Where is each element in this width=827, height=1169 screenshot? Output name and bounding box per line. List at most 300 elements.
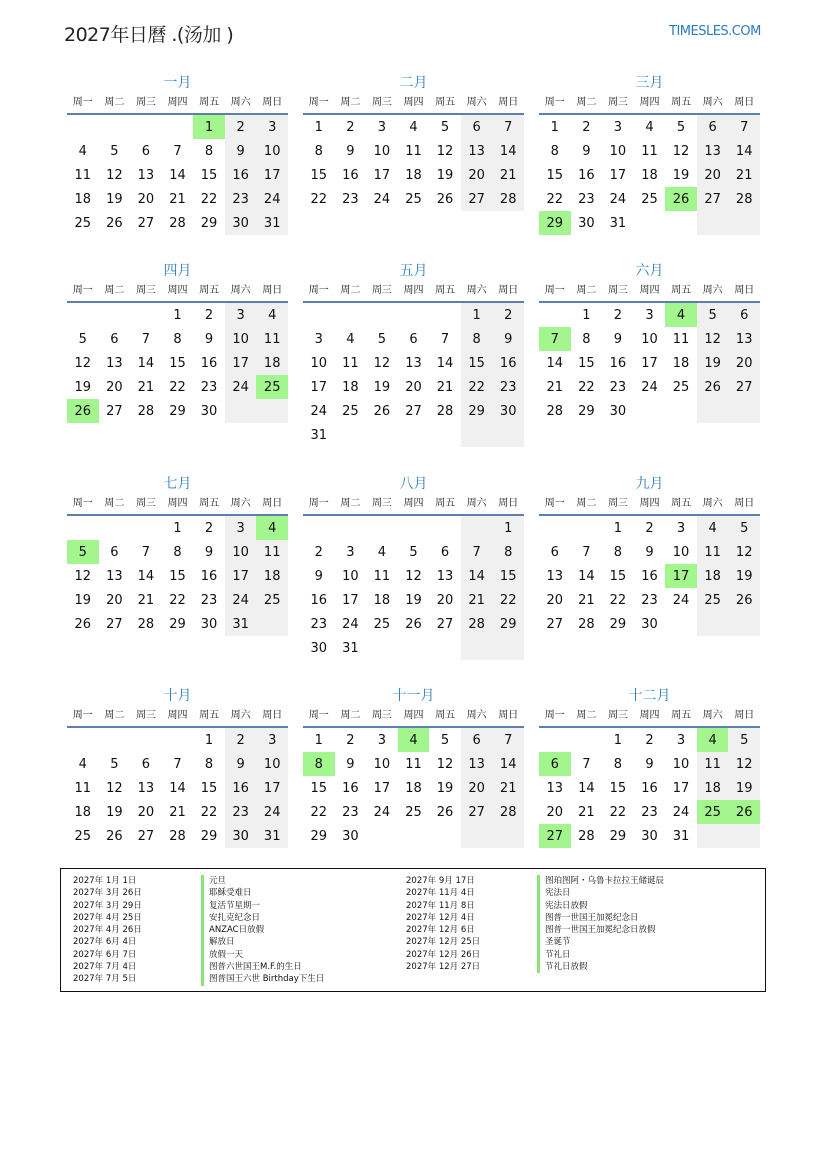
day-cell: 6 — [550, 544, 559, 560]
day-cell: 6 — [110, 544, 119, 560]
day-cell: 18 — [405, 780, 422, 796]
holiday-day-cell: 26 — [728, 800, 760, 824]
day-cell: 14 — [578, 780, 595, 796]
day-cell: 20 — [461, 776, 493, 800]
day-cell: 9 — [645, 756, 654, 772]
holiday-name: 复活节星期一 — [201, 900, 324, 912]
day-cell: 22 — [609, 592, 627, 608]
day-cell: 20 — [728, 351, 760, 375]
day-cell: 2 — [346, 732, 355, 748]
day-cell: 6 — [141, 143, 151, 159]
day-grid — [303, 516, 524, 660]
day-cell: 1 — [613, 732, 623, 748]
day-cell: 7 — [582, 756, 591, 772]
day-cell: 30 — [609, 403, 627, 419]
day-cell: 14 — [169, 167, 186, 183]
day-cell: 10 — [225, 540, 257, 564]
day-cell: 21 — [137, 592, 155, 608]
day-cell: 30 — [342, 828, 359, 844]
day-cell: 31 — [256, 211, 288, 235]
weekday-label: 周日 — [734, 498, 755, 509]
day-cell: 19 — [728, 776, 760, 800]
day-grid — [539, 516, 760, 636]
weekday-label: 周二 — [104, 710, 125, 721]
day-cell: 7 — [173, 143, 182, 159]
day-cell: 2 — [492, 303, 524, 327]
weekday-label: 周一 — [544, 97, 565, 108]
weekday-label: 周四 — [403, 710, 424, 721]
day-cell: 12 — [697, 327, 729, 351]
day-cell: 1 — [550, 119, 559, 135]
day-cell: 2 — [645, 732, 654, 748]
empty-cell — [366, 824, 398, 848]
day-cell: 14 — [728, 139, 760, 163]
holiday-name: 圣诞节 — [537, 936, 664, 948]
day-cell: 2 — [582, 119, 591, 135]
weekday-label: 周三 — [371, 710, 392, 721]
day-cell: 31 — [672, 828, 690, 844]
empty-cell — [429, 303, 461, 327]
empty-cell — [99, 115, 131, 139]
weekday-label: 周四 — [403, 97, 424, 108]
day-cell: 28 — [137, 616, 155, 632]
day-cell: 5 — [78, 331, 87, 347]
day-cell: 6 — [141, 756, 151, 772]
holiday-day-cell: 6 — [539, 752, 571, 776]
day-cell: 10 — [256, 139, 288, 163]
weekday-label: 周一 — [308, 710, 329, 721]
day-cell: 3 — [613, 119, 623, 135]
day-grid — [539, 728, 760, 848]
weekday-label: 周二 — [576, 285, 597, 296]
day-cell: 7 — [492, 115, 524, 139]
weekday-label: 周五 — [435, 710, 456, 721]
empty-cell — [461, 824, 493, 848]
day-cell: 19 — [436, 780, 454, 796]
day-cell: 12 — [106, 780, 123, 796]
day-cell: 21 — [461, 588, 493, 612]
holiday-dates-right — [406, 875, 480, 973]
holiday-date: 2027年 3月 26日 — [73, 888, 142, 899]
day-cell: 20 — [697, 163, 729, 187]
day-cell: 18 — [672, 355, 690, 371]
weekday-label: 周一 — [544, 710, 565, 721]
day-cell: 17 — [256, 163, 288, 187]
empty-cell — [492, 636, 524, 660]
weekday-label: 周二 — [104, 97, 125, 108]
holiday-date: 2027年 12月 4日 — [406, 912, 475, 923]
day-cell: 25 — [373, 616, 391, 632]
day-cell: 30 — [641, 616, 658, 632]
empty-cell — [256, 399, 288, 423]
month-block — [539, 73, 760, 235]
day-cell: 24 — [609, 191, 627, 207]
day-cell: 13 — [106, 568, 123, 584]
day-cell: 8 — [173, 331, 182, 347]
weekday-header — [303, 706, 524, 728]
day-cell: 28 — [578, 828, 595, 844]
day-cell: 10 — [672, 544, 690, 560]
day-cell: 27 — [461, 800, 493, 824]
day-cell: 31 — [609, 215, 627, 231]
holiday-name: 元旦 — [201, 875, 324, 887]
holiday-name: 放假一天 — [201, 949, 324, 961]
empty-cell — [539, 516, 571, 540]
day-cell: 16 — [200, 568, 218, 584]
weekday-label: 周二 — [576, 498, 597, 509]
day-cell: 7 — [141, 544, 151, 560]
day-cell: 5 — [697, 303, 729, 327]
weekday-label: 周一 — [308, 285, 329, 296]
day-cell: 17 — [342, 592, 359, 608]
empty-cell — [571, 728, 603, 752]
day-cell: 6 — [697, 115, 729, 139]
day-cell: 15 — [546, 167, 564, 183]
day-cell: 12 — [106, 167, 123, 183]
holiday-name: ANZAC日放假 — [201, 924, 324, 936]
day-cell: 25 — [74, 215, 92, 231]
site-link[interactable]: TIMESLES.COM — [669, 24, 761, 39]
weekday-label: 周日 — [498, 97, 519, 108]
day-cell: 21 — [578, 804, 595, 820]
day-cell: 30 — [225, 824, 257, 848]
weekday-label: 周五 — [435, 498, 456, 509]
month-name: 四月 — [163, 263, 192, 279]
day-cell: 23 — [641, 804, 658, 820]
day-cell: 20 — [137, 191, 155, 207]
day-cell: 11 — [405, 756, 422, 772]
month-block — [67, 73, 288, 235]
day-cell: 22 — [200, 191, 218, 207]
weekday-label: 周五 — [671, 710, 692, 721]
day-cell: 4 — [346, 331, 355, 347]
day-cell: 22 — [169, 379, 186, 395]
weekday-label: 周五 — [671, 498, 692, 509]
holiday-day-cell: 4 — [398, 728, 430, 752]
day-cell: 5 — [409, 544, 418, 560]
day-cell: 6 — [461, 728, 493, 752]
empty-cell — [130, 303, 162, 327]
day-cell: 16 — [225, 776, 257, 800]
holiday-day-cell: 29 — [539, 211, 571, 235]
day-cell: 12 — [74, 355, 92, 371]
day-cell: 13 — [405, 355, 422, 371]
day-cell: 10 — [256, 752, 288, 776]
weekday-label: 周二 — [104, 285, 125, 296]
day-cell: 14 — [492, 752, 524, 776]
empty-cell — [162, 728, 194, 752]
month-name: 九月 — [635, 476, 664, 492]
day-cell: 8 — [204, 756, 214, 772]
empty-cell — [366, 636, 398, 660]
day-cell: 2 — [613, 307, 623, 323]
day-cell: 5 — [110, 143, 119, 159]
holiday-date: 2027年 11月 8日 — [406, 900, 475, 911]
holiday-day-cell: 4 — [697, 728, 729, 752]
day-cell: 2 — [225, 728, 257, 752]
empty-cell — [697, 824, 729, 848]
holiday-day-cell: 26 — [665, 187, 697, 211]
day-cell: 10 — [609, 143, 627, 159]
day-cell: 31 — [342, 640, 359, 656]
day-cell: 21 — [492, 163, 524, 187]
day-cell: 5 — [440, 732, 450, 748]
day-cell: 25 — [342, 403, 359, 419]
day-cell: 11 — [342, 355, 359, 371]
day-cell: 2 — [204, 520, 214, 536]
weekday-label: 周三 — [135, 97, 156, 108]
holiday-day-cell: 8 — [303, 752, 335, 776]
month-block — [67, 261, 288, 423]
empty-cell — [634, 211, 666, 235]
day-cell: 13 — [461, 139, 493, 163]
day-cell: 1 — [173, 307, 182, 323]
day-cell: 12 — [436, 756, 454, 772]
day-cell: 15 — [492, 564, 524, 588]
day-cell: 7 — [728, 115, 760, 139]
day-cell: 3 — [377, 732, 387, 748]
holiday-name: 安扎克纪念日 — [201, 912, 324, 924]
holiday-date: 2027年 12月 25日 — [406, 937, 481, 948]
weekday-header — [539, 93, 760, 115]
empty-cell — [398, 824, 430, 848]
day-cell: 9 — [582, 143, 591, 159]
day-cell: 27 — [436, 616, 454, 632]
day-cell: 30 — [310, 640, 328, 656]
day-cell: 12 — [672, 143, 690, 159]
day-cell: 19 — [106, 191, 123, 207]
holiday-date: 2027年 1月 1日 — [73, 876, 137, 886]
empty-cell — [335, 303, 367, 327]
day-cell: 23 — [609, 379, 627, 395]
day-cell: 3 — [377, 119, 387, 135]
holiday-name: 图珀图阿・乌鲁卡拉拉王储诞辰 — [537, 875, 664, 887]
day-cell: 13 — [436, 568, 454, 584]
day-cell: 9 — [204, 544, 214, 560]
day-cell: 21 — [578, 592, 595, 608]
weekday-label: 周二 — [576, 97, 597, 108]
empty-cell — [398, 423, 430, 447]
empty-cell — [461, 423, 493, 447]
day-cell: 2 — [204, 307, 214, 323]
day-cell: 16 — [342, 167, 359, 183]
weekday-label: 周五 — [435, 285, 456, 296]
weekday-header — [67, 706, 288, 728]
weekday-header — [67, 281, 288, 303]
day-cell: 15 — [461, 351, 493, 375]
empty-cell — [697, 612, 729, 636]
empty-cell — [492, 423, 524, 447]
day-cell: 14 — [137, 355, 155, 371]
weekday-label: 周四 — [167, 97, 188, 108]
day-cell: 26 — [436, 804, 454, 820]
day-cell: 20 — [436, 592, 454, 608]
day-cell: 2 — [645, 520, 654, 536]
day-cell: 25 — [405, 804, 422, 820]
day-cell: 24 — [310, 403, 328, 419]
day-cell: 31 — [310, 427, 328, 443]
day-cell: 12 — [373, 355, 391, 371]
day-cell: 14 — [546, 355, 564, 371]
day-cell: 28 — [169, 215, 186, 231]
empty-cell — [634, 399, 666, 423]
day-cell: 1 — [613, 520, 623, 536]
day-cell: 29 — [200, 828, 218, 844]
day-cell: 3 — [645, 307, 654, 323]
day-cell: 26 — [106, 215, 123, 231]
day-cell: 25 — [641, 191, 658, 207]
day-cell: 3 — [256, 728, 288, 752]
day-cell: 12 — [728, 540, 760, 564]
weekday-label: 周六 — [230, 710, 251, 721]
day-cell: 14 — [492, 139, 524, 163]
day-cell: 22 — [492, 588, 524, 612]
day-cell: 22 — [200, 804, 218, 820]
day-cell: 22 — [609, 804, 627, 820]
day-cell: 12 — [74, 568, 92, 584]
day-cell: 22 — [546, 191, 564, 207]
day-cell: 9 — [346, 143, 355, 159]
weekday-label: 周二 — [340, 498, 361, 509]
day-cell: 5 — [377, 331, 387, 347]
day-cell: 8 — [204, 143, 214, 159]
day-cell: 16 — [641, 568, 658, 584]
empty-cell — [492, 824, 524, 848]
empty-cell — [67, 115, 99, 139]
day-cell: 19 — [697, 351, 729, 375]
empty-cell — [303, 303, 335, 327]
month-block — [539, 474, 760, 636]
empty-cell — [366, 303, 398, 327]
day-cell: 20 — [546, 592, 564, 608]
day-cell: 15 — [310, 780, 328, 796]
day-cell: 8 — [613, 544, 623, 560]
day-cell: 11 — [405, 143, 422, 159]
day-cell: 21 — [492, 776, 524, 800]
weekday-label: 周二 — [576, 710, 597, 721]
empty-cell — [429, 636, 461, 660]
day-cell: 7 — [492, 728, 524, 752]
empty-cell — [99, 303, 131, 327]
day-cell: 30 — [492, 399, 524, 423]
holiday-date: 2027年 4月 26日 — [73, 925, 142, 936]
empty-cell — [162, 115, 194, 139]
day-cell: 29 — [578, 403, 595, 419]
day-cell: 24 — [373, 191, 391, 207]
day-cell: 19 — [373, 379, 391, 395]
empty-cell — [539, 303, 571, 327]
day-cell: 15 — [609, 568, 627, 584]
empty-cell — [335, 423, 367, 447]
day-cell: 8 — [582, 331, 591, 347]
day-cell: 1 — [204, 732, 214, 748]
day-cell: 11 — [697, 752, 729, 776]
holiday-name: 解放日 — [201, 936, 324, 948]
day-cell: 23 — [225, 187, 257, 211]
day-cell: 31 — [225, 612, 257, 636]
day-cell: 22 — [578, 379, 595, 395]
day-cell: 17 — [373, 780, 391, 796]
empty-cell — [728, 211, 760, 235]
empty-cell — [67, 728, 99, 752]
day-cell: 18 — [74, 191, 92, 207]
day-cell: 16 — [225, 163, 257, 187]
empty-cell — [665, 399, 697, 423]
weekday-header — [303, 93, 524, 115]
day-cell: 26 — [373, 403, 391, 419]
day-grid — [303, 303, 524, 447]
weekday-label: 周四 — [403, 285, 424, 296]
day-cell: 15 — [200, 167, 218, 183]
weekday-label: 周三 — [135, 285, 156, 296]
day-cell: 8 — [173, 544, 182, 560]
day-cell: 19 — [728, 564, 760, 588]
day-cell: 13 — [106, 355, 123, 371]
weekday-label: 周四 — [639, 97, 660, 108]
weekday-header — [303, 494, 524, 516]
weekday-label: 周六 — [466, 710, 487, 721]
holiday-date: 2027年 11月 4日 — [406, 888, 475, 899]
day-cell: 11 — [373, 568, 391, 584]
day-cell: 28 — [137, 403, 155, 419]
day-cell: 17 — [609, 167, 627, 183]
day-cell: 23 — [578, 191, 595, 207]
day-cell: 13 — [137, 167, 155, 183]
empty-cell — [665, 211, 697, 235]
day-cell: 28 — [169, 828, 186, 844]
month-block — [67, 686, 288, 848]
weekday-label: 周日 — [734, 710, 755, 721]
empty-cell — [335, 516, 367, 540]
empty-cell — [429, 516, 461, 540]
day-cell: 9 — [225, 139, 257, 163]
day-cell: 16 — [200, 355, 218, 371]
holiday-name: 图普一世国王加冕纪念日放假 — [537, 924, 664, 936]
day-cell: 1 — [314, 119, 323, 135]
day-grid — [67, 728, 288, 848]
day-cell: 11 — [697, 540, 729, 564]
holiday-list — [60, 868, 766, 992]
day-cell: 17 — [672, 780, 690, 796]
weekday-header — [303, 281, 524, 303]
day-cell: 23 — [225, 800, 257, 824]
day-grid — [303, 115, 524, 211]
day-cell: 25 — [256, 588, 288, 612]
day-cell: 25 — [405, 191, 422, 207]
day-cell: 5 — [440, 119, 450, 135]
day-cell: 3 — [676, 732, 686, 748]
weekday-label: 周日 — [498, 498, 519, 509]
month-name: 八月 — [399, 476, 428, 492]
day-cell: 9 — [225, 752, 257, 776]
day-cell: 28 — [546, 403, 564, 419]
empty-cell — [303, 516, 335, 540]
weekday-label: 周六 — [466, 97, 487, 108]
day-cell: 18 — [697, 776, 729, 800]
day-cell: 17 — [373, 167, 391, 183]
day-cell: 10 — [225, 327, 257, 351]
day-cell: 20 — [106, 592, 123, 608]
day-cell: 23 — [492, 375, 524, 399]
day-cell: 18 — [256, 351, 288, 375]
empty-cell — [728, 399, 760, 423]
day-cell: 24 — [641, 379, 658, 395]
day-cell: 20 — [405, 379, 422, 395]
day-cell: 3 — [225, 303, 257, 327]
weekday-label: 周六 — [702, 498, 723, 509]
weekday-label: 周三 — [607, 97, 628, 108]
day-cell: 26 — [106, 828, 123, 844]
